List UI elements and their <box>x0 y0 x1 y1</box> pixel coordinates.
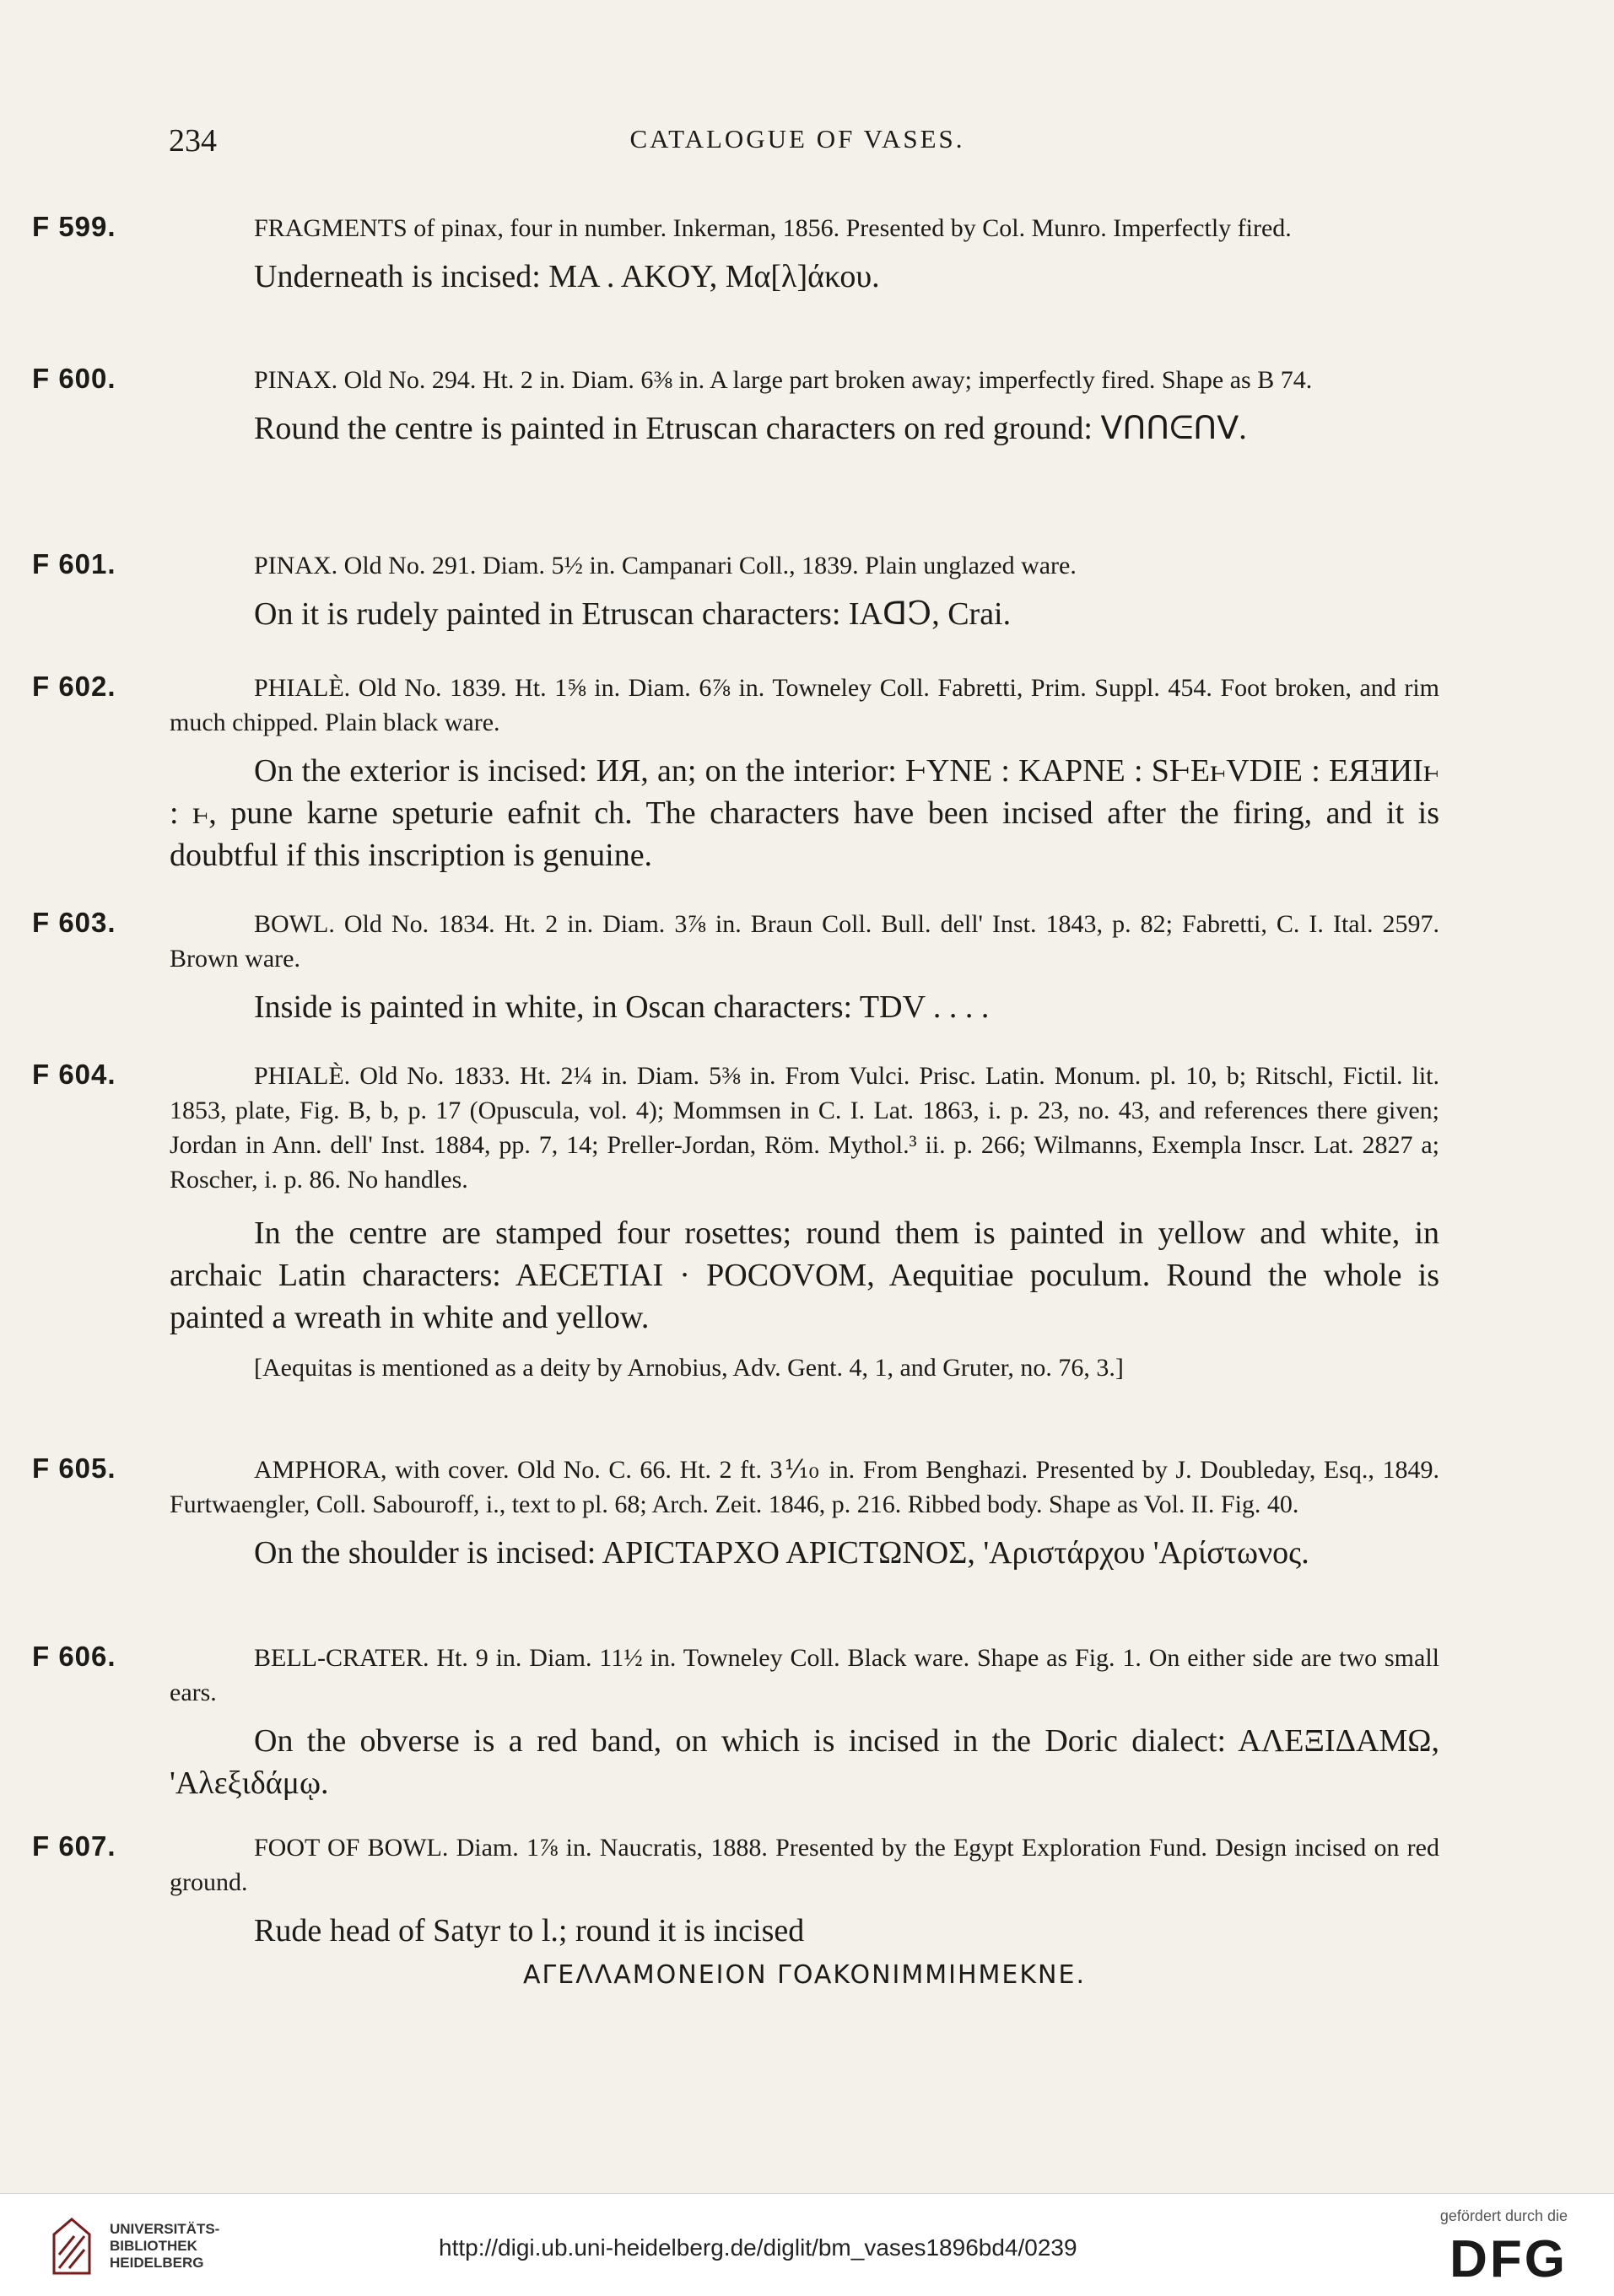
entry-description: BELL-CRATER. Ht. 9 in. Diam. 11½ in. Towneley Coll. Black ware. Shape as Fig. 1. On either side are two small ears. <box>170 1644 1439 1706</box>
entry-text <box>170 1830 1439 1990</box>
entry-inscription: In the centre are stamped four rosettes; round them is painted in yellow and white, in archaic Latin characters: AECETIAI · POCOVOM, Aequitiae poculum. Round the whole is painted a wreath in white and yellow. <box>170 1215 1439 1335</box>
entry-inscription: On the exterior is incised: ИЯ, an; on the interior: ⱵYNE : KAPNE : SⱵEⱶVDIE : EЯƎИIⱶ : ⱶ, pune karne speturie eafnit ch. The characters have been incised after the firing, and it is doubtful if this inscription is genuine. <box>170 753 1439 873</box>
entry-inscription: Round the centre is painted in Etruscan characters on red ground: ᐯᑎᑎᕮᑎᐯ. <box>254 411 1247 446</box>
entry-text <box>170 211 1439 298</box>
entry-description: BOWL. Old No. 1834. Ht. 2 in. Diam. 3⅞ in. Braun Coll. Bull. dell' Inst. 1843, p. 82; Fabretti, C. I. Ital. 2597. Brown ware. <box>170 910 1439 973</box>
entry-description: FOOT OF BOWL. Diam. 1⅞ in. Naucratis, 1888. Presented by the Egypt Exploration Fund. Design incised on red ground. <box>170 1834 1439 1896</box>
entry-text <box>170 907 1439 1028</box>
entry-description: PINAX. Old No. 291. Diam. 5½ in. Campanari Coll., 1839. Plain unglazed ware. <box>254 552 1077 579</box>
entry-number: F 606. <box>32 1641 116 1672</box>
entry-text <box>170 671 1439 876</box>
entry-number: F 607. <box>32 1830 116 1862</box>
entry-inscription: On the obverse is a red band, on which is incised in the Doric dialect: AΛEΞIΔAMΩ, 'Αλεξιδάμῳ. <box>170 1723 1439 1801</box>
entry-description: FRAGMENTS of pinax, four in number. Inkerman, 1856. Presented by Col. Munro. Imperfectly fired. <box>254 214 1292 242</box>
page-header <box>169 122 1426 164</box>
entry-number: F 604. <box>32 1059 116 1090</box>
entry-number: F 605. <box>32 1453 116 1484</box>
viewer-footer <box>0 2193 1614 2296</box>
entry-description: AMPHORA, with cover. Old No. C. 66. Ht. 2 ft. 3⅒ in. From Benghazi. Presented by J. Doubleday, Esq., 1849. Furtwaengler, Coll. Sabouroff, i., text to pl. 68; Arch. Zeit. 1846, p. 216. Ribbed body. Shape as Vol. II. Fig. 40. <box>170 1456 1439 1518</box>
entry-inscription: Underneath is incised: MA . AKOY, Μα[λ]άκου. <box>254 259 880 294</box>
entry-number: F 602. <box>32 671 116 702</box>
entry-text <box>170 1641 1439 1804</box>
dfg-logo: DFG <box>1449 2230 1568 2288</box>
entry-text <box>170 548 1439 635</box>
entry-number: F 603. <box>32 907 116 938</box>
entry-number: F 601. <box>32 548 116 579</box>
entry-text <box>170 1453 1439 1574</box>
running-title: CATALOGUE OF VASES. <box>629 124 965 154</box>
entry-text <box>170 363 1439 450</box>
library-name: UNIVERSITÄTS- BIBLIOTHEK HEIDELBERG <box>110 2221 220 2271</box>
entry-inscription: Rude head of Satyr to l.; round it is incised <box>254 1913 805 1948</box>
entry-inscription: On it is rudely painted in Etruscan characters: IAᗡↃ, Crai. <box>254 596 1012 632</box>
entry-text <box>170 1059 1439 1385</box>
entry-number: F 600. <box>32 363 116 394</box>
permalink-url[interactable]: http://digi.ub.uni-heidelberg.de/diglit/bm_vases1896bd4/0239 <box>439 2234 1077 2261</box>
entry-inscription: Inside is painted in white, in Oscan characters: TDV . . . . <box>254 989 990 1025</box>
funding-note: gefördert durch die <box>1439 2207 1568 2224</box>
entry-note: [Aequitas is mentioned as a deity by Arnobius, Adv. Gent. 4, 1, and Gruter, no. 76, 3.] <box>254 1354 1124 1382</box>
entry-description: PINAX. Old No. 294. Ht. 2 in. Diam. 6⅜ in. A large part broken away; imperfectly fired. Shape as B 74. <box>254 366 1313 394</box>
university-library-logo <box>51 2218 93 2277</box>
inscription-centered: AΓEΛΛAMONEION ΓOAKONIMMIHMEKNE. <box>523 1960 1086 1990</box>
entry-description: PHIALÈ. Old No. 1833. Ht. 2¼ in. Diam. 5⅜ in. From Vulci. Prisc. Latin. Monum. pl. 10, b; Ritschl, Fictil. lit. 1853, plate, Fig. B, b, p. 17 (Opuscula, vol. 4); Mommsen in C. I. Lat. 1863, i. p. 23, no. 43, and references there given; Jordan in Ann. dell' Inst. 1884, pp. 7, 14; Preller-Jordan, Röm. Mythol.³ ii. p. 266; Wilmanns, Exempla Inscr. Lat. 2827 a; Roscher, i. p. 86. No handles. <box>170 1062 1439 1194</box>
entry-inscription: On the shoulder is incised: APICTAPXO APICTΩNOΣ, 'Αριστάρχου 'Αρίστωνος. <box>254 1535 1309 1571</box>
entry-number: F 599. <box>32 211 116 242</box>
entry-description: PHIALÈ. Old No. 1839. Ht. 1⅝ in. Diam. 6⅞ in. Towneley Coll. Fabretti, Prim. Suppl. 454. Foot broken, and rim much chipped. Plain black ware. <box>170 674 1439 736</box>
page-number: 234 <box>169 123 217 159</box>
